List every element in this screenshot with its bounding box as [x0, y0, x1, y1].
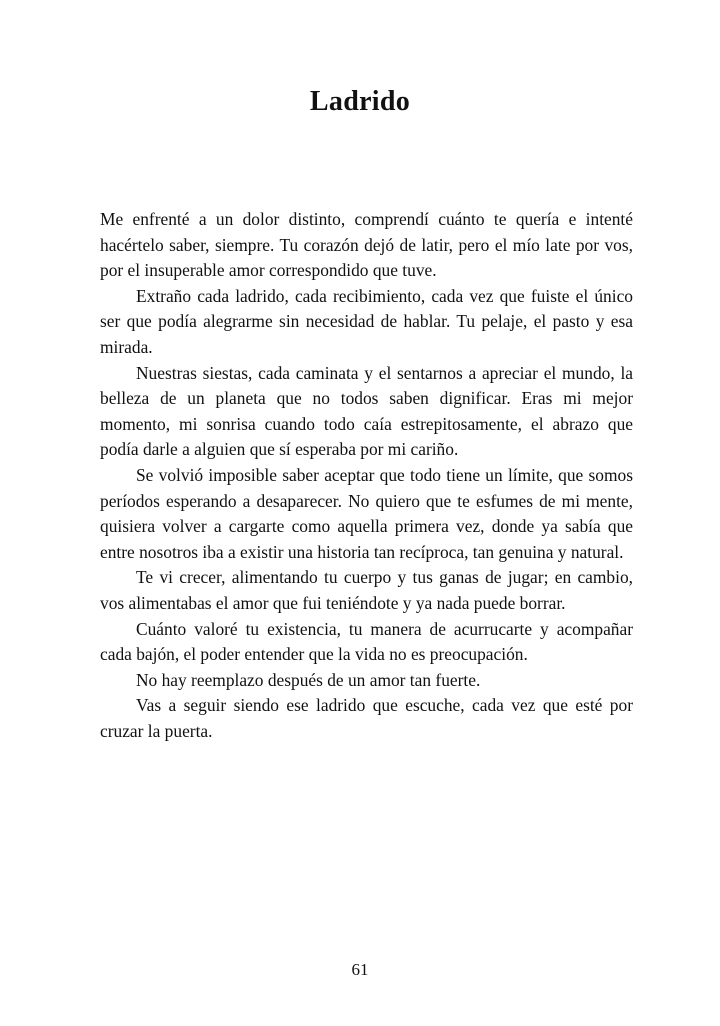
paragraph-6: Cuánto valoré tu existencia, tu manera de acurrucarte y acompañar cada bajón, el poder entender que la vida no es preocupación. — [100, 618, 633, 665]
body-text — [100, 207, 633, 744]
paragraph-8: Vas a seguir siendo ese ladrido que escuche, cada vez que esté por cruzar la puerta. — [100, 695, 633, 741]
paragraph-4: Se volvió imposible saber aceptar que todo tiene un límite, que somos períodos esperando a desaparecer. No quiero que te esfumes de mi mente, quisiera volver a cargarte como aquella primera vez, donde ya sabía que entre nosotros iba a existir una historia tan recíproca, tan genuina y natural. — [100, 464, 633, 562]
page-number: 61 — [351, 960, 369, 979]
chapter-title: Ladrido — [309, 86, 411, 117]
paragraph-7: No hay reemplazo después de un amor tan fuerte. — [136, 669, 481, 690]
paragraph-2: Extraño cada ladrido, cada recibimiento, cada vez que fuiste el único ser que podía alegrarme sin necesidad de hablar. Tu pelaje, el pasto y esa mirada. — [100, 285, 633, 357]
paragraph-3: Nuestras siestas, cada caminata y el sentarnos a apreciar el mundo, la belleza de un planeta que no todos saben dignificar. Eras mi mejor momento, mi sonrisa cuando todo caía estrepitosamente, el abrazo que podía darle a alguien que sí esperaba por mi cariño. — [100, 362, 633, 460]
paragraph-1: Me enfrenté a un dolor distinto, comprendí cuánto te quería e intenté hacértelo saber, siempre. Tu corazón dejó de latir, pero el mío late por vos, por el insuperable amor correspondido que tuve. — [100, 209, 633, 281]
paragraph-5: Te vi crecer, alimentando tu cuerpo y tus ganas de jugar; en cambio, vos alimentabas el amor que fui teniéndote y ya nada puede borrar. — [100, 567, 633, 613]
